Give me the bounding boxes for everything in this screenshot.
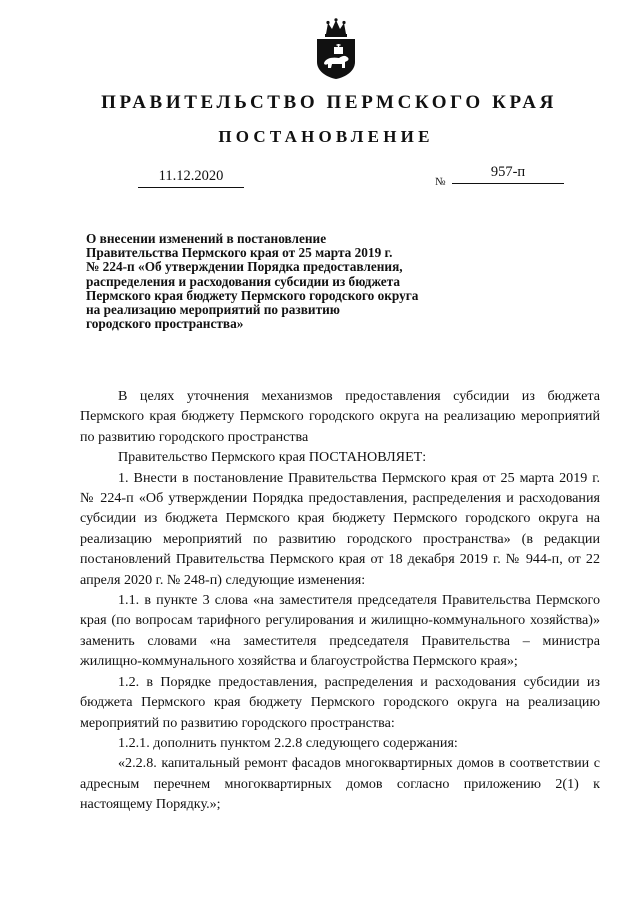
number-sign: № [435, 176, 446, 188]
subject-line: распределения и расходования субсидии из бюджета [86, 273, 401, 289]
document-type: ПОСТАНОВЛЕНИЕ [218, 127, 434, 146]
body-paragraph: В целях уточнения механизмов предоставления субсидии из бюджета Пермского края бюджету Пермского городского округа на реализацию мероприятий по развитию городского пространства [80, 388, 600, 445]
subject-line: № 224-п «Об утверждении Порядка предоставления, [86, 259, 403, 275]
subject-line: городского пространства» [86, 316, 244, 332]
body-paragraph: 1.2.1. дополнить пунктом 2.2.8 следующего содержания: [118, 734, 458, 751]
government-title: ПРАВИТЕЛЬСТВО ПЕРМСКОГО КРАЯ [101, 92, 557, 113]
subject-line: О внесении изменений в постановление [86, 231, 327, 246]
body-paragraph: 1. Внести в постановление Правительства Пермского края от 25 марта 2019 г. № 224-п «Об утверждении Порядка предоставления, распределения и расходования субсидии из бюджета Пермского края бюджету Пермского городского округа на реализацию мероприятий по развитию городского пространства» (в редакции постановлений Правительства Пермского края от 18 декабря 2019 г. № 944-п, от 22 апреля 2020 г. № 248-п) следующие изменения: [80, 469, 600, 588]
subject-line: Пермского края бюджету Пермского городского округа [86, 287, 419, 303]
document-date: 11.12.2020 [138, 168, 244, 188]
body-paragraph: 1.1. в пункте 3 слова «на заместителя председателя Правительства Пермского края (по вопросам тарифного регулирования и жилищно-коммунального хозяйства)» заменить словами «на заместителя председателя Правительства – министра жилищно-коммунального хозяйства и благоустройства Пермского края»; [80, 592, 600, 670]
document-subject [86, 232, 466, 331]
perm-krai-emblem-icon [314, 18, 358, 80]
document-number: 957-п [452, 164, 564, 184]
body-paragraph: Правительство Пермского края ПОСТАНОВЛЯЕТ: [118, 449, 427, 466]
subject-line: на реализацию мероприятий по развитию [86, 302, 340, 318]
body-paragraph: 1.2. в Порядке предоставления, распределения и расходования субсидии из бюджета Пермского края бюджету Пермского городского округа на реализацию мероприятий по развитию городского пространства: [80, 673, 600, 731]
document-body [80, 386, 600, 815]
body-paragraph: «2.2.8. капитальный ремонт фасадов многоквартирных домов в соответствии с адресным перечнем многоквартирных домов согласно приложению 2(1) к настоящему Порядку.»; [80, 755, 600, 813]
subject-line: Правительства Пермского края от 25 марта 2019 г. [86, 245, 393, 261]
